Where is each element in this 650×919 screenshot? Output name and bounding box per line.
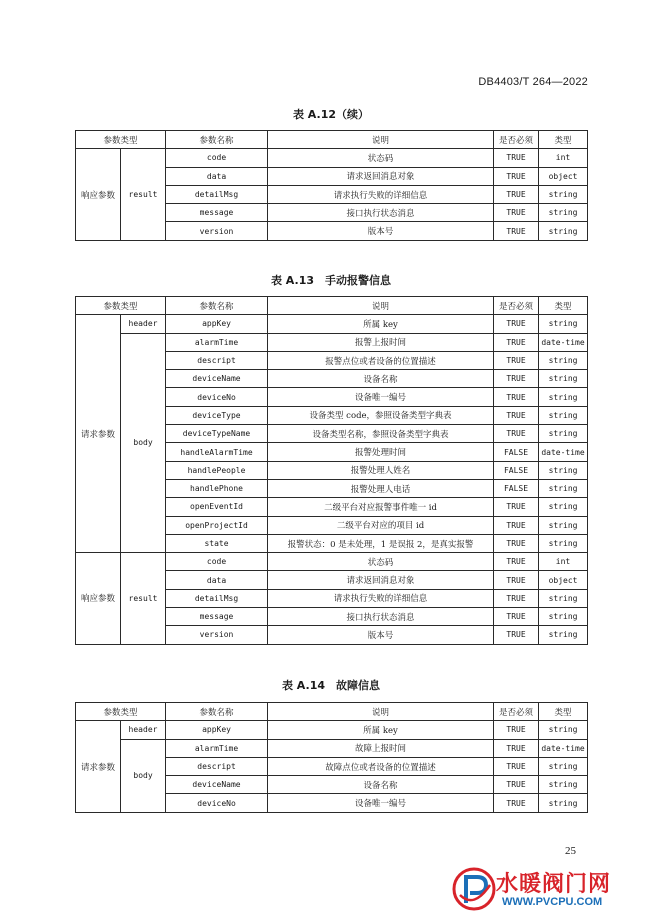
body-subgroup-cell: body: [121, 333, 166, 553]
param-required-cell: TRUE: [494, 185, 539, 203]
param-required-cell: TRUE: [494, 757, 539, 775]
column-header-param-name: 参数名称: [166, 297, 268, 315]
param-required-cell: TRUE: [494, 222, 539, 240]
param-description-cell: 请求执行失败的详细信息: [268, 185, 494, 203]
header-subgroup-cell: header: [121, 721, 166, 739]
param-description-cell: 故障上报时间: [268, 739, 494, 757]
table-header-row: [76, 703, 588, 721]
table-row: [76, 333, 588, 351]
param-required-cell: TRUE: [494, 204, 539, 222]
param-name-cell: deviceNo: [166, 794, 268, 812]
param-type-cell: string: [539, 461, 588, 479]
param-description-cell: 接口执行状态消息: [268, 204, 494, 222]
param-description-cell: 状态码: [268, 553, 494, 571]
table-row: [76, 553, 588, 571]
param-description-cell: 二级平台对应的项目 id: [268, 516, 494, 534]
param-name-cell: deviceTypeName: [166, 425, 268, 443]
param-type-cell: date-time: [539, 333, 588, 351]
param-description-cell: 设备唯一编号: [268, 388, 494, 406]
param-name-cell: code: [166, 149, 268, 167]
param-required-cell: TRUE: [494, 333, 539, 351]
column-header-type: 类型: [539, 703, 588, 721]
param-type-cell: string: [539, 406, 588, 424]
param-name-cell: handlePeople: [166, 461, 268, 479]
table-header-row: [76, 131, 588, 149]
header-subgroup-cell: header: [121, 315, 166, 333]
param-description-cell: 报警处理人姓名: [268, 461, 494, 479]
param-required-cell: TRUE: [494, 167, 539, 185]
column-header-description: 说明: [268, 703, 494, 721]
param-required-cell: TRUE: [494, 553, 539, 571]
param-description-cell: 报警状态：0 是未处理，1 是误报 2，是真实报警: [268, 534, 494, 552]
param-type-cell: string: [539, 315, 588, 333]
param-required-cell: TRUE: [494, 406, 539, 424]
param-required-cell: FALSE: [494, 461, 539, 479]
param-type-cell: string: [539, 608, 588, 626]
param-name-cell: deviceName: [166, 370, 268, 388]
param-name-cell: deviceType: [166, 406, 268, 424]
table-row: [76, 739, 588, 757]
param-description-cell: 设备名称: [268, 370, 494, 388]
param-description-cell: 报警处理时间: [268, 443, 494, 461]
param-type-cell: string: [539, 351, 588, 369]
param-type-cell: string: [539, 222, 588, 240]
param-description-cell: 状态码: [268, 149, 494, 167]
param-required-cell: TRUE: [494, 149, 539, 167]
param-type-cell: string: [539, 204, 588, 222]
param-description-cell: 报警处理人电话: [268, 479, 494, 497]
param-required-cell: TRUE: [494, 739, 539, 757]
table-row: [76, 315, 588, 333]
param-description-cell: 所属 key: [268, 315, 494, 333]
response-params-group-cell: 响应参数: [76, 149, 121, 240]
param-description-cell: 故障点位或者设备的位置描述: [268, 757, 494, 775]
param-name-cell: version: [166, 222, 268, 240]
param-required-cell: FALSE: [494, 443, 539, 461]
param-type-cell: string: [539, 370, 588, 388]
param-type-cell: string: [539, 534, 588, 552]
param-name-cell: appKey: [166, 721, 268, 739]
document-standard-number: DB4403/T 264—2022: [478, 76, 588, 88]
param-name-cell: handleAlarmTime: [166, 443, 268, 461]
table-a12-caption: 表 A.12（续）: [292, 108, 370, 121]
param-required-cell: TRUE: [494, 589, 539, 607]
param-required-cell: TRUE: [494, 626, 539, 644]
param-required-cell: TRUE: [494, 425, 539, 443]
column-header-param-type: 参数类型: [76, 131, 166, 149]
param-type-cell: string: [539, 516, 588, 534]
param-name-cell: code: [166, 553, 268, 571]
param-description-cell: 请求执行失败的详细信息: [268, 589, 494, 607]
param-name-cell: version: [166, 626, 268, 644]
param-description-cell: 设备类型名称，参照设备类型字典表: [268, 425, 494, 443]
param-type-cell: string: [539, 794, 588, 812]
param-required-cell: TRUE: [494, 534, 539, 552]
param-required-cell: TRUE: [494, 370, 539, 388]
param-required-cell: TRUE: [494, 608, 539, 626]
param-required-cell: TRUE: [494, 315, 539, 333]
param-name-cell: detailMsg: [166, 589, 268, 607]
param-type-cell: date-time: [539, 739, 588, 757]
column-header-param-name: 参数名称: [166, 131, 268, 149]
param-name-cell: message: [166, 204, 268, 222]
param-type-cell: string: [539, 479, 588, 497]
response-params-group-cell: 响应参数: [76, 553, 121, 644]
result-subgroup-cell: result: [121, 149, 166, 240]
request-params-group-cell: 请求参数: [76, 721, 121, 812]
param-description-cell: 请求返回消息对象: [268, 571, 494, 589]
table-a14: [75, 702, 588, 813]
param-description-cell: 设备唯一编号: [268, 794, 494, 812]
column-header-description: 说明: [268, 297, 494, 315]
param-name-cell: message: [166, 608, 268, 626]
column-header-required: 是否必须: [494, 131, 539, 149]
param-description-cell: 报警点位或者设备的位置描述: [268, 351, 494, 369]
param-name-cell: descript: [166, 351, 268, 369]
column-header-param-name: 参数名称: [166, 703, 268, 721]
result-subgroup-cell: result: [121, 553, 166, 644]
param-type-cell: string: [539, 498, 588, 516]
param-required-cell: FALSE: [494, 479, 539, 497]
param-type-cell: string: [539, 589, 588, 607]
site-watermark: [452, 865, 642, 913]
param-required-cell: TRUE: [494, 498, 539, 516]
param-type-cell: object: [539, 571, 588, 589]
table-row: [76, 149, 588, 167]
param-name-cell: data: [166, 167, 268, 185]
param-name-cell: descript: [166, 757, 268, 775]
param-description-cell: 接口执行状态消息: [268, 608, 494, 626]
param-description-cell: 版本号: [268, 222, 494, 240]
table-a12: [75, 130, 588, 241]
param-description-cell: 报警上报时间: [268, 333, 494, 351]
table-row: [76, 721, 588, 739]
param-name-cell: deviceName: [166, 776, 268, 794]
param-required-cell: TRUE: [494, 776, 539, 794]
column-header-description: 说明: [268, 131, 494, 149]
param-description-cell: 所属 key: [268, 721, 494, 739]
column-header-param-type: 参数类型: [76, 703, 166, 721]
param-required-cell: TRUE: [494, 571, 539, 589]
param-type-cell: int: [539, 149, 588, 167]
param-type-cell: string: [539, 721, 588, 739]
param-type-cell: string: [539, 185, 588, 203]
table-a13: [75, 296, 588, 645]
body-subgroup-cell: body: [121, 739, 166, 812]
param-name-cell: alarmTime: [166, 739, 268, 757]
param-type-cell: int: [539, 553, 588, 571]
request-params-group-cell: 请求参数: [76, 315, 121, 553]
param-name-cell: handlePhone: [166, 479, 268, 497]
param-type-cell: string: [539, 626, 588, 644]
param-name-cell: alarmTime: [166, 333, 268, 351]
column-header-type: 类型: [539, 131, 588, 149]
param-description-cell: 设备类型 code，参照设备类型字典表: [268, 406, 494, 424]
watermark-text: 水暖阀门网: [496, 872, 612, 897]
page-number: 25: [565, 845, 576, 857]
table-header-row: [76, 297, 588, 315]
param-type-cell: string: [539, 776, 588, 794]
param-type-cell: string: [539, 425, 588, 443]
param-name-cell: deviceNo: [166, 388, 268, 406]
param-description-cell: 请求返回消息对象: [268, 167, 494, 185]
param-required-cell: TRUE: [494, 351, 539, 369]
watermark-logo-icon: [452, 865, 496, 913]
param-type-cell: string: [539, 388, 588, 406]
param-name-cell: data: [166, 571, 268, 589]
param-description-cell: 二级平台对应报警事件唯一 id: [268, 498, 494, 516]
param-name-cell: appKey: [166, 315, 268, 333]
param-description-cell: 版本号: [268, 626, 494, 644]
param-name-cell: openEventId: [166, 498, 268, 516]
param-required-cell: TRUE: [494, 721, 539, 739]
column-header-required: 是否必须: [494, 297, 539, 315]
column-header-required: 是否必须: [494, 703, 539, 721]
table-a13-caption: 表 A.13 手动报警信息: [270, 274, 392, 287]
param-type-cell: string: [539, 757, 588, 775]
param-required-cell: TRUE: [494, 388, 539, 406]
param-name-cell: openProjectId: [166, 516, 268, 534]
param-name-cell: state: [166, 534, 268, 552]
param-required-cell: TRUE: [494, 794, 539, 812]
param-type-cell: object: [539, 167, 588, 185]
column-header-type: 类型: [539, 297, 588, 315]
param-description-cell: 设备名称: [268, 776, 494, 794]
param-type-cell: date-time: [539, 443, 588, 461]
table-a14-caption: 表 A.14 故障信息: [281, 679, 381, 692]
param-name-cell: detailMsg: [166, 185, 268, 203]
watermark-url: WWW.PVCPU.COM: [502, 896, 603, 908]
column-header-param-type: 参数类型: [76, 297, 166, 315]
param-required-cell: TRUE: [494, 516, 539, 534]
